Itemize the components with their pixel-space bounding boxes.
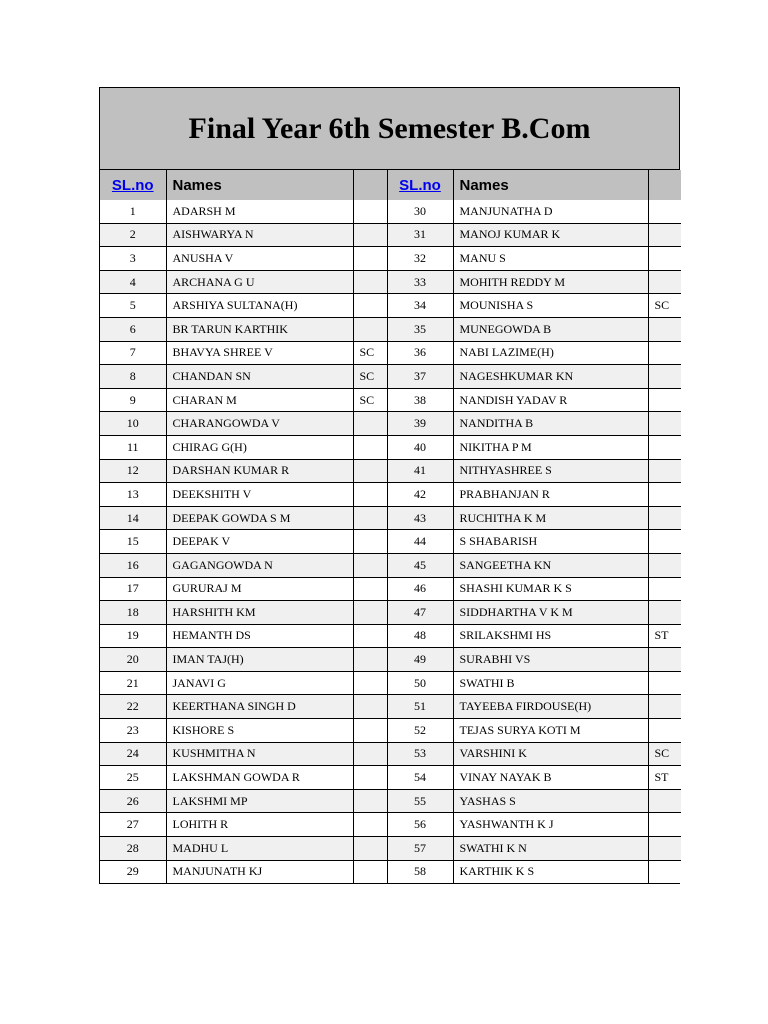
name-cell: IMAN TAJ(H) <box>166 648 353 672</box>
sl-no-cell: 30 <box>387 200 453 223</box>
sl-no-cell: 8 <box>100 365 166 389</box>
name-cell: JANAVI G <box>166 671 353 695</box>
name-cell: KARTHIK K S <box>453 860 648 883</box>
table-row <box>100 671 681 695</box>
sl-no-cell: 13 <box>100 483 166 507</box>
sl-no-cell: 7 <box>100 341 166 365</box>
category-cell <box>648 506 681 530</box>
table-row <box>100 624 681 648</box>
category-cell <box>648 270 681 294</box>
category-cell <box>648 860 681 883</box>
category-cell: ST <box>648 766 681 790</box>
name-cell: PRABHANJAN R <box>453 483 648 507</box>
sl-no-cell: 31 <box>387 223 453 247</box>
category-cell: SC <box>353 365 387 389</box>
sl-no-cell: 42 <box>387 483 453 507</box>
category-cell <box>353 459 387 483</box>
category-cell <box>648 223 681 247</box>
sl-no-cell: 21 <box>100 671 166 695</box>
name-cell: GAGANGOWDA N <box>166 553 353 577</box>
table-row <box>100 530 681 554</box>
table-row <box>100 719 681 743</box>
category-cell <box>353 695 387 719</box>
table-row <box>100 789 681 813</box>
header-row <box>100 170 681 200</box>
table-row <box>100 860 681 883</box>
table-row <box>100 200 681 223</box>
name-cell: KISHORE S <box>166 719 353 743</box>
sl-no-cell: 17 <box>100 577 166 601</box>
sl-no-header-left[interactable]: SL.no <box>100 170 166 200</box>
sl-no-cell: 40 <box>387 435 453 459</box>
sl-no-cell: 48 <box>387 624 453 648</box>
category-cell <box>648 601 681 625</box>
category-header-right <box>648 170 681 200</box>
name-cell: SHASHI KUMAR K S <box>453 577 648 601</box>
sl-no-cell: 43 <box>387 506 453 530</box>
table-row <box>100 270 681 294</box>
name-cell: LAKSHMI MP <box>166 789 353 813</box>
category-cell <box>353 200 387 223</box>
table-row <box>100 766 681 790</box>
name-cell: SWATHI B <box>453 671 648 695</box>
table-row <box>100 837 681 861</box>
table-row <box>100 412 681 436</box>
sl-no-header-right[interactable]: SL.no <box>387 170 453 200</box>
sl-no-cell: 58 <box>387 860 453 883</box>
name-cell: NANDISH YADAV R <box>453 388 648 412</box>
sl-no-cell: 18 <box>100 601 166 625</box>
name-cell: SWATHI K N <box>453 837 648 861</box>
table-row <box>100 648 681 672</box>
sl-no-cell: 44 <box>387 530 453 554</box>
sl-no-cell: 50 <box>387 671 453 695</box>
category-cell <box>353 435 387 459</box>
sl-no-cell: 22 <box>100 695 166 719</box>
sl-no-cell: 34 <box>387 294 453 318</box>
sl-no-cell: 4 <box>100 270 166 294</box>
name-cell: CHIRAG G(H) <box>166 435 353 459</box>
table-row <box>100 483 681 507</box>
name-cell: VINAY NAYAK B <box>453 766 648 790</box>
category-cell <box>648 695 681 719</box>
category-cell <box>353 601 387 625</box>
name-cell: MUNEGOWDA B <box>453 317 648 341</box>
name-cell: MANU S <box>453 247 648 271</box>
category-cell <box>648 553 681 577</box>
sl-no-cell: 41 <box>387 459 453 483</box>
category-cell: SC <box>353 341 387 365</box>
name-cell: NABI LAZIME(H) <box>453 341 648 365</box>
name-cell: MANJUNATH KJ <box>166 860 353 883</box>
category-cell <box>648 813 681 837</box>
name-cell: MANJUNATHA D <box>453 200 648 223</box>
table-row <box>100 341 681 365</box>
name-cell: BHAVYA SHREE V <box>166 341 353 365</box>
name-cell: ANUSHA V <box>166 247 353 271</box>
sl-no-cell: 29 <box>100 860 166 883</box>
sl-no-cell: 15 <box>100 530 166 554</box>
category-cell <box>648 435 681 459</box>
name-cell: S SHABARISH <box>453 530 648 554</box>
sl-no-cell: 32 <box>387 247 453 271</box>
name-cell: HARSHITH KM <box>166 601 353 625</box>
name-cell: LAKSHMAN GOWDA R <box>166 766 353 790</box>
category-cell: SC <box>353 388 387 412</box>
name-cell: YASHAS S <box>453 789 648 813</box>
table-row <box>100 388 681 412</box>
category-cell <box>353 506 387 530</box>
table-row <box>100 577 681 601</box>
page-title: Final Year 6th Semester B.Com <box>188 111 591 145</box>
category-cell <box>648 483 681 507</box>
sl-no-cell: 14 <box>100 506 166 530</box>
sl-no-cell: 6 <box>100 317 166 341</box>
table-row <box>100 223 681 247</box>
table-row <box>100 553 681 577</box>
name-cell: TAYEEBA FIRDOUSE(H) <box>453 695 648 719</box>
sl-no-cell: 3 <box>100 247 166 271</box>
name-cell: YASHWANTH K J <box>453 813 648 837</box>
sl-no-cell: 37 <box>387 365 453 389</box>
name-cell: TEJAS SURYA KOTI M <box>453 719 648 743</box>
sl-no-cell: 56 <box>387 813 453 837</box>
table-row <box>100 294 681 318</box>
category-cell <box>353 553 387 577</box>
category-cell <box>353 789 387 813</box>
sl-no-cell: 11 <box>100 435 166 459</box>
sl-no-cell: 35 <box>387 317 453 341</box>
sl-no-cell: 24 <box>100 742 166 766</box>
name-cell: SRILAKSHMI HS <box>453 624 648 648</box>
sl-no-cell: 47 <box>387 601 453 625</box>
category-cell <box>648 341 681 365</box>
category-cell <box>648 247 681 271</box>
name-cell: NIKITHA P M <box>453 435 648 459</box>
category-cell <box>353 412 387 436</box>
name-cell: LOHITH R <box>166 813 353 837</box>
category-cell <box>648 530 681 554</box>
sl-no-cell: 1 <box>100 200 166 223</box>
category-cell <box>648 577 681 601</box>
category-cell: SC <box>648 742 681 766</box>
name-cell: CHANDAN SN <box>166 365 353 389</box>
name-cell: MOHITH REDDY M <box>453 270 648 294</box>
name-cell: SURABHI VS <box>453 648 648 672</box>
sl-no-cell: 39 <box>387 412 453 436</box>
sl-no-cell: 12 <box>100 459 166 483</box>
category-cell <box>648 317 681 341</box>
sl-no-cell: 51 <box>387 695 453 719</box>
category-cell <box>353 624 387 648</box>
category-cell <box>648 719 681 743</box>
category-cell <box>353 813 387 837</box>
name-cell: ARCHANA G U <box>166 270 353 294</box>
sl-no-cell: 28 <box>100 837 166 861</box>
category-cell <box>648 365 681 389</box>
table-row <box>100 317 681 341</box>
category-cell <box>353 671 387 695</box>
sl-no-cell: 5 <box>100 294 166 318</box>
name-cell: SIDDHARTHA V K M <box>453 601 648 625</box>
name-cell: HEMANTH DS <box>166 624 353 648</box>
name-cell: NAGESHKUMAR KN <box>453 365 648 389</box>
sl-no-cell: 46 <box>387 577 453 601</box>
sl-no-cell: 20 <box>100 648 166 672</box>
name-cell: DEEPAK V <box>166 530 353 554</box>
category-cell <box>353 483 387 507</box>
name-cell: SANGEETHA KN <box>453 553 648 577</box>
table-row <box>100 506 681 530</box>
name-cell: CHARANGOWDA V <box>166 412 353 436</box>
name-cell: MADHU L <box>166 837 353 861</box>
category-cell <box>353 837 387 861</box>
category-cell <box>353 860 387 883</box>
name-cell: MANOJ KUMAR K <box>453 223 648 247</box>
sl-no-cell: 16 <box>100 553 166 577</box>
names-header-right: Names <box>453 170 648 200</box>
category-cell <box>353 648 387 672</box>
category-cell <box>353 247 387 271</box>
sl-no-cell: 23 <box>100 719 166 743</box>
table-body <box>100 200 681 883</box>
title-bar <box>100 88 679 170</box>
name-cell: CHARAN M <box>166 388 353 412</box>
table-row <box>100 813 681 837</box>
sl-no-cell: 10 <box>100 412 166 436</box>
name-cell: DEEKSHITH V <box>166 483 353 507</box>
name-cell: BR TARUN KARTHIK <box>166 317 353 341</box>
names-header-left: Names <box>166 170 353 200</box>
student-list-sheet <box>99 87 680 884</box>
category-cell <box>353 223 387 247</box>
name-cell: GURURAJ M <box>166 577 353 601</box>
category-cell <box>648 388 681 412</box>
category-cell: SC <box>648 294 681 318</box>
category-cell <box>353 530 387 554</box>
category-cell <box>648 837 681 861</box>
sl-no-cell: 27 <box>100 813 166 837</box>
table-row <box>100 247 681 271</box>
category-cell <box>353 317 387 341</box>
name-cell: VARSHINI K <box>453 742 648 766</box>
sl-no-cell: 53 <box>387 742 453 766</box>
category-header-left <box>353 170 387 200</box>
name-cell: NITHYASHREE S <box>453 459 648 483</box>
sl-no-cell: 25 <box>100 766 166 790</box>
sl-no-cell: 38 <box>387 388 453 412</box>
name-cell: KUSHMITHA N <box>166 742 353 766</box>
category-cell <box>353 577 387 601</box>
name-cell: DARSHAN KUMAR R <box>166 459 353 483</box>
name-cell: DEEPAK GOWDA S M <box>166 506 353 530</box>
sl-no-cell: 19 <box>100 624 166 648</box>
table-row <box>100 601 681 625</box>
table-row <box>100 695 681 719</box>
sl-no-cell: 55 <box>387 789 453 813</box>
table-row <box>100 365 681 389</box>
table-row <box>100 742 681 766</box>
category-cell <box>353 719 387 743</box>
name-cell: ARSHIYA SULTANA(H) <box>166 294 353 318</box>
table-row <box>100 459 681 483</box>
name-cell: MOUNISHA S <box>453 294 648 318</box>
category-cell: ST <box>648 624 681 648</box>
sl-no-cell: 9 <box>100 388 166 412</box>
category-cell <box>353 742 387 766</box>
sl-no-cell: 33 <box>387 270 453 294</box>
sl-no-cell: 54 <box>387 766 453 790</box>
category-cell <box>353 294 387 318</box>
category-cell <box>353 766 387 790</box>
sl-no-cell: 36 <box>387 341 453 365</box>
category-cell <box>648 459 681 483</box>
name-cell: RUCHITHA K M <box>453 506 648 530</box>
sl-no-cell: 26 <box>100 789 166 813</box>
category-cell <box>648 648 681 672</box>
sl-no-cell: 2 <box>100 223 166 247</box>
category-cell <box>353 270 387 294</box>
name-cell: NANDITHA B <box>453 412 648 436</box>
sl-no-cell: 45 <box>387 553 453 577</box>
category-cell <box>648 200 681 223</box>
name-cell: KEERTHANA SINGH D <box>166 695 353 719</box>
sl-no-cell: 52 <box>387 719 453 743</box>
category-cell <box>648 789 681 813</box>
sl-no-cell: 57 <box>387 837 453 861</box>
name-cell: ADARSH M <box>166 200 353 223</box>
sl-no-cell: 49 <box>387 648 453 672</box>
table-row <box>100 435 681 459</box>
name-cell: AISHWARYA N <box>166 223 353 247</box>
student-table <box>100 170 681 883</box>
category-cell <box>648 671 681 695</box>
category-cell <box>648 412 681 436</box>
